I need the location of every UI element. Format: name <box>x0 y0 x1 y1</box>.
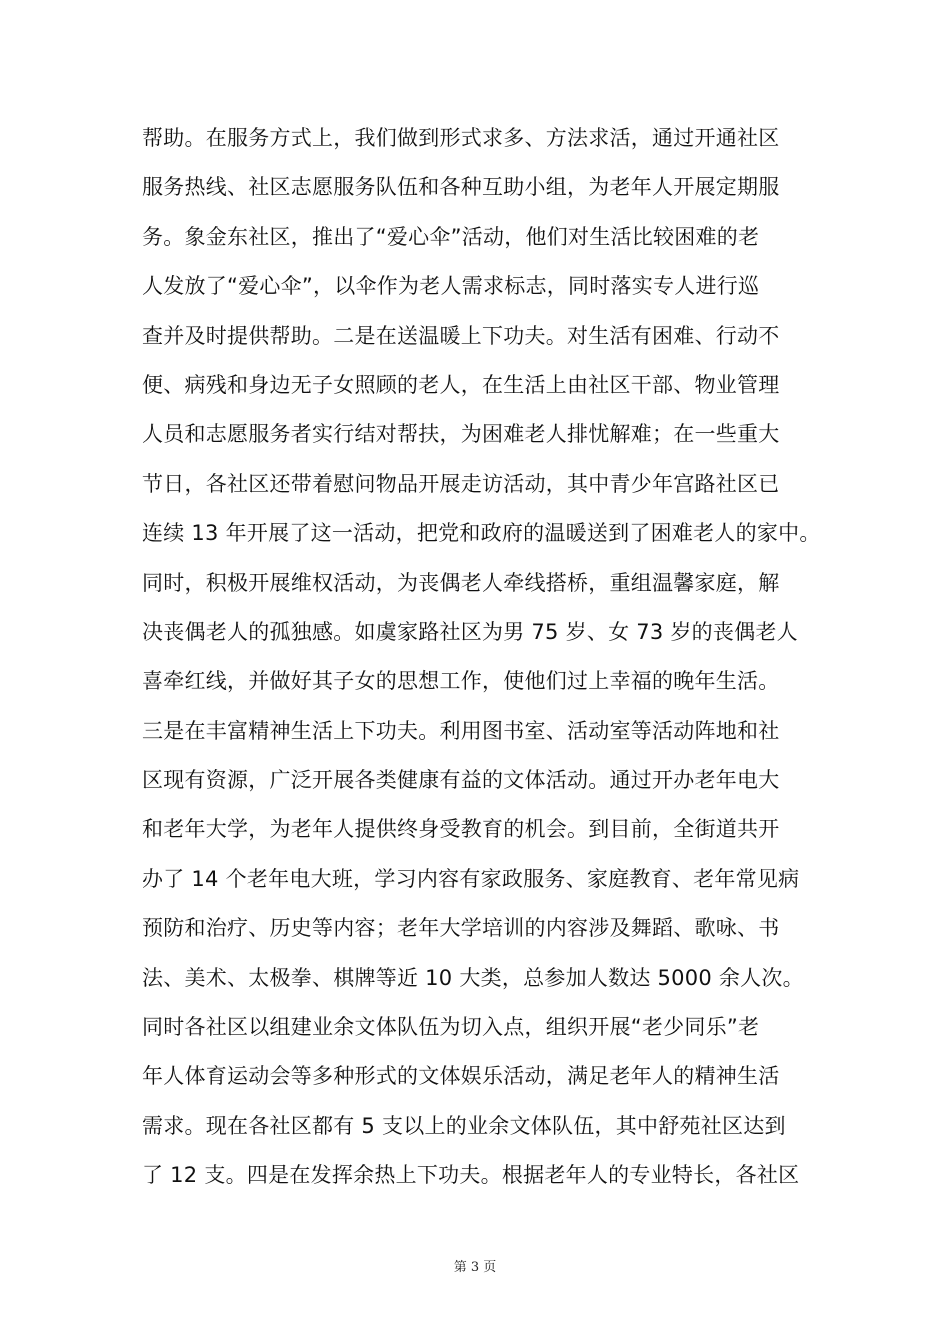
text-line: 人员和志愿服务者实行结对帮扶，为困难老人排忧解难；在一些重大 <box>142 422 780 447</box>
text-line: 帮助。在服务方式上，我们做到形式求多、方法求活，通过开通社区 <box>142 126 780 150</box>
text-line: 法、美术、太极拳、棋牌等近 10 大类，总参加人数达 5000 余人次。 <box>142 965 804 990</box>
body-text <box>142 114 842 1201</box>
text-line: 同时各社区以组建业余文体队伍为切入点，组织开展“老少同乐”老 <box>142 1015 760 1040</box>
text-line: 节日，各社区还带着慰问物品开展走访活动，其中青少年宫路社区已 <box>142 471 780 496</box>
text-line: 服务热线、社区志愿服务队伍和各种互助小组，为老年人开展定期服 <box>142 175 780 200</box>
text-line: 人发放了“爱心伞”，以伞作为老人需求标志，同时落实专人进行巡 <box>142 274 760 299</box>
text-line: 同时，积极开展维权活动，为丧偶老人牵线搭桥，重组温馨家庭，解 <box>142 570 780 595</box>
text-line: 便、病残和身边无子女照顾的老人，在生活上由社区干部、物业管理 <box>142 372 780 397</box>
text-line: 连续 13 年开展了这一活动，把党和政府的温暖送到了困难老人的家中。 <box>142 521 821 546</box>
text-line: 预防和治疗、历史等内容；老年大学培训的内容涉及舞蹈、歌咏、书 <box>142 916 780 941</box>
text-line: 办了 14 个老年电大班，学习内容有家政服务、家庭教育、老年常见病 <box>142 866 800 891</box>
text-line: 查并及时提供帮助。二是在送温暖上下功夫。对生活有困难、行动不 <box>142 323 780 348</box>
text-line: 区现有资源，广泛开展各类健康有益的文体活动。通过开办老年电大 <box>142 768 780 793</box>
text-line: 和老年大学，为老年人提供终身受教育的机会。到目前，全街道共开 <box>142 817 780 842</box>
text-line: 决丧偶老人的孤独感。如虞家路社区为男 75 岁、女 73 岁的丧偶老人 <box>142 619 798 644</box>
text-line: 务。象金东社区，推出了“爱心伞”活动，他们对生活比较困难的老 <box>142 224 760 249</box>
page-number: 第 3 页 <box>453 1260 497 1275</box>
text-line: 喜牵红线，并做好其子女的思想工作，使他们过上幸福的晚年生活。 <box>142 669 780 694</box>
text-line: 年人体育运动会等多种形式的文体娱乐活动，满足老年人的精神生活 <box>142 1064 780 1089</box>
text-line: 需求。现在各社区都有 5 支以上的业余文体队伍，其中舒苑社区达到 <box>142 1113 786 1138</box>
text-line: 三是在丰富精神生活上下功夫。利用图书室、活动室等活动阵地和社 <box>142 718 780 743</box>
text-line: 了 12 支。四是在发挥余热上下功夫。根据老年人的专业特长，各社区 <box>142 1163 800 1188</box>
